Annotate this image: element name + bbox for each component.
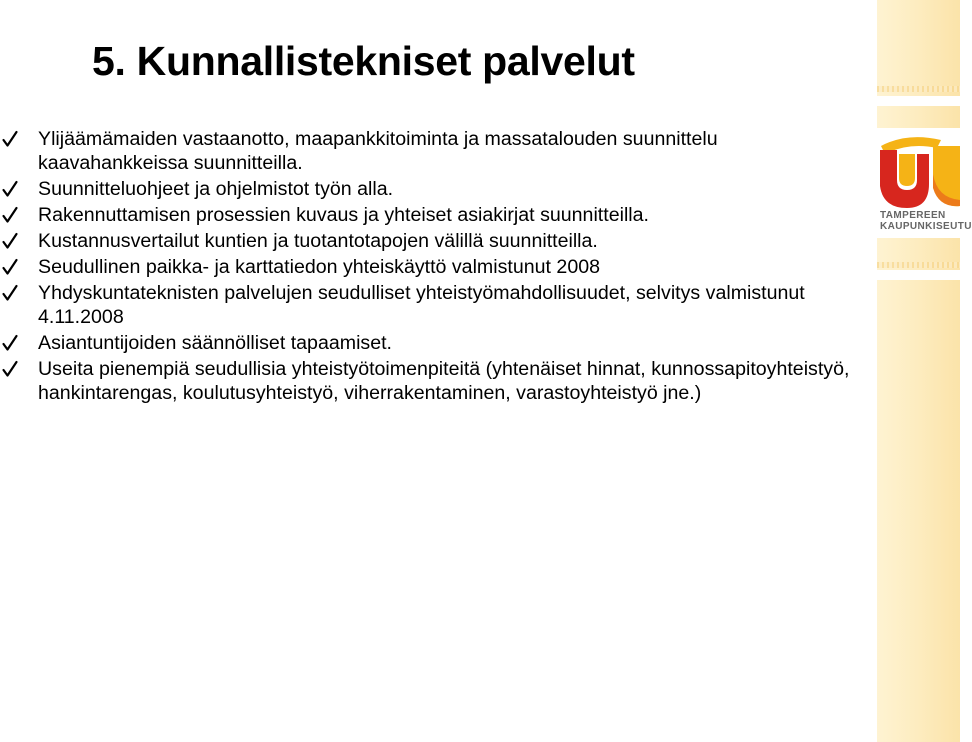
strip-shade — [877, 86, 960, 92]
bullet-list — [0, 127, 872, 407]
bullet-item — [0, 357, 872, 405]
logo-text-line1: TAMPEREEN — [880, 210, 946, 221]
checkmark-icon — [2, 258, 18, 276]
checkmark-icon — [2, 232, 18, 250]
checkmark-icon — [2, 180, 18, 198]
bullet-text: Suunnitteluohjeet ja ohjelmistot työn alla. — [38, 178, 394, 200]
checkmark-icon — [2, 360, 18, 378]
bullet-item — [0, 331, 872, 355]
strip-shade — [877, 262, 960, 268]
tampereen-kaupunkiseutu-logo — [877, 128, 972, 238]
strip-gap — [877, 270, 960, 280]
bullet-text: Asiantuntijoiden säännölliset tapaamiset. — [38, 332, 392, 354]
bullet-text: Yhdyskuntateknisten palvelujen seudulliset yhteistyömahdollisuudet, selvitys valmistunut 4.11.2008 — [38, 282, 805, 328]
bullet-text: Rakennuttamisen prosessien kuvaus ja yhteiset asiakirjat suunnitteilla. — [38, 204, 649, 226]
bullet-text: Useita pienempiä seudullisia yhteistyötoimenpiteitä (yhtenäiset hinnat, kunnossapitoyhteistyö, hankintarengas, koulutusyhteistyö, viherrakentaminen, varastoyhteistyö jne.) — [38, 358, 850, 404]
checkmark-icon — [2, 206, 18, 224]
checkmark-icon — [2, 284, 18, 302]
bullet-text: Kustannusvertailut kuntien ja tuotantotapojen välillä suunnitteilla. — [38, 230, 598, 252]
checkmark-icon — [2, 130, 18, 148]
logo-text-line2: KAUPUNKISEUTU — [880, 221, 972, 232]
bullet-text: Ylijäämämaiden vastaanotto, maapankkitoiminta ja massatalouden suunnittelu kaavahankkeissa suunnitteilla. — [38, 128, 718, 174]
slide-title: 5. Kunnallistekniset palvelut — [92, 38, 635, 84]
bullet-text: Seudullinen paikka- ja karttatiedon yhteiskäyttö valmistunut 2008 — [38, 256, 601, 278]
bullet-item — [0, 255, 872, 279]
checkmark-icon — [2, 334, 18, 352]
strip-gap — [877, 96, 960, 106]
bullet-item — [0, 177, 872, 201]
bullet-item — [0, 203, 872, 227]
bullet-item — [0, 229, 872, 253]
bullet-item — [0, 127, 872, 175]
logo-yellow-inner — [899, 154, 915, 186]
side-decoration-strip — [877, 0, 972, 742]
logo-emblem-icon — [877, 128, 960, 212]
bullet-item — [0, 281, 872, 329]
